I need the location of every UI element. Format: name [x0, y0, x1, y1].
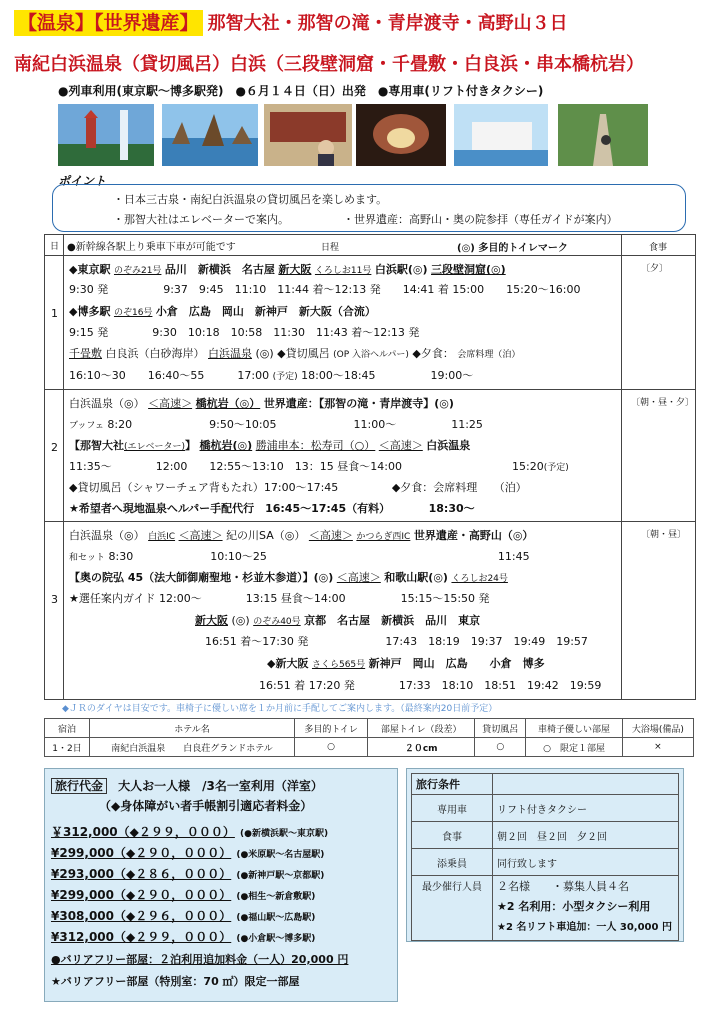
op-helper: (OP 入浴ヘルパー)	[333, 350, 409, 360]
times: 11:35〜 12:00 12:55〜13:10 13：15 昼食〜14:00 15:20	[69, 460, 544, 473]
buffet: ブッフェ	[69, 421, 104, 431]
price-label: 旅行代金	[51, 778, 107, 794]
price-row	[51, 884, 328, 905]
shin-osaka: 新大阪	[195, 614, 228, 627]
shirahama-onsen: 白浜温泉	[208, 347, 252, 360]
conditions-box	[406, 768, 684, 942]
day-2-row-6: ★希望者へ現地温泉ヘルパー手配代行 16:45〜17:45（有料） 18:30〜	[69, 502, 475, 515]
day-3-row-1	[69, 527, 533, 543]
price-list	[51, 821, 328, 947]
day-3-row-2	[69, 548, 530, 564]
day-3-number: 3	[51, 593, 58, 606]
day-2-row-4	[69, 458, 569, 474]
day-3-row-7	[267, 655, 545, 671]
kaiseki: 会席料理（泊）	[457, 350, 521, 360]
price-value: ￥312,000（◆２９９，０００）	[51, 825, 235, 839]
cond-value: 同行致します	[493, 849, 679, 876]
conditions-row	[412, 822, 679, 849]
shouzushi: 勝浦串本：松寿司（○）	[255, 439, 376, 452]
times: 8:20 9:50〜10:05 11:00〜 11:25	[107, 418, 483, 431]
hotel-cell: ２０cm	[368, 738, 475, 757]
price-value: ¥299,000（◆２９０，０００）	[51, 846, 232, 860]
hotel-table	[44, 718, 694, 757]
shirahama-onsen: 白浜温泉（◎）	[69, 529, 145, 542]
price-route: (●小倉駅〜博多駅)	[236, 934, 316, 944]
expressway: ＜高速＞	[178, 529, 223, 542]
dinner: ◆夕食：	[412, 347, 454, 360]
hotel-header: 車椅子優しい部屋	[526, 719, 622, 738]
train-kuroshio-11: くろしお11号	[314, 266, 372, 276]
price-discount-note: （◆身体障がい者手帳割引適応者料金）	[99, 799, 313, 813]
conditions-label: 旅行条件	[412, 774, 493, 795]
day-3-row-5	[195, 612, 480, 628]
cond-value: リフト付きタクシー	[493, 795, 679, 822]
cond-key: 専用車	[412, 795, 493, 822]
hotel-header: 宿泊	[45, 719, 90, 738]
dinner: ◆夕食：会席料理 （泊）	[391, 481, 527, 494]
price-value: ¥312,000（◆２９９，０００）	[51, 930, 232, 944]
day-2-row-5	[69, 479, 527, 495]
price-route: (●米原駅〜名古屋駅)	[236, 850, 325, 860]
japanese-set: 和セット	[69, 553, 106, 563]
expressway: ＜高速＞	[148, 397, 193, 410]
walkway-photo	[558, 104, 648, 166]
price-row	[51, 842, 328, 863]
stations: 品川 新横浜 名古屋	[164, 263, 275, 276]
day-2-row-3	[69, 437, 470, 453]
cond-value: ２名様 ・募集人員４名	[497, 880, 629, 893]
stations: 小倉 広島 岡山 新神戸 新大阪（合流）	[155, 305, 376, 318]
day-1-row-4: 9:15 発 9:30 10:18 10:58 11:30 11:43 着〜12:13 発	[69, 326, 420, 339]
shin-osaka: 新大阪	[278, 263, 312, 276]
day-3-row-8: 16:51 着 17:20 発 17:33 18:10 18:51 19:42 19:59	[259, 679, 602, 692]
cond-value-cell	[493, 876, 679, 941]
day-1-row-1	[69, 261, 506, 277]
barrier-free-fee: ●バリアフリー部屋：２泊利用追加料金（一人）20,000 円	[51, 953, 349, 966]
day-2-number: 2	[51, 441, 58, 454]
hotel-header-row	[45, 719, 694, 738]
cond-value: 朝２回 昼２回 夕２回	[493, 822, 679, 849]
sandanbeki-cave: 三段壁洞窟(◎)	[431, 263, 506, 276]
day-1-row-6	[69, 367, 473, 383]
price-box	[44, 768, 398, 1002]
header-schedule: 日程	[321, 243, 340, 253]
price-row	[51, 905, 328, 926]
conditions-row	[412, 876, 679, 941]
train-nozomi-16: のぞ16号	[113, 308, 153, 318]
toilet-mark: (◎)	[231, 614, 250, 627]
tour-title: 那智大社・那智の滝・青岸渡寺・高野山３日	[207, 13, 568, 34]
tentative: (予定)	[543, 463, 569, 473]
day-3-row-6: 16:51 着〜17:30 発 17:43 18:19 19:37 19:49 19:57	[205, 635, 588, 648]
times: 16:10〜30 16:40〜55 17:00	[69, 369, 270, 382]
hotel-photo	[454, 104, 548, 166]
pagoda-waterfall-photo	[58, 104, 154, 166]
stations: 京都 名古屋 新横浜 品川 東京	[304, 614, 481, 627]
shirahama-ic: 白浜IC	[148, 532, 176, 542]
category-tag: 【温泉】【世界遺産】	[14, 10, 203, 36]
cond-extra-2: ★2 名リフト車追加：一人 30,000 円	[497, 922, 672, 933]
day-1-number: 1	[51, 307, 58, 320]
price-route: (●新神戸駅〜京都駅)	[236, 871, 325, 881]
itinerary-table	[44, 234, 696, 700]
hotel-cell: 1・2日	[45, 738, 90, 757]
price-basis: 大人お一人様 /3名一室利用（洋室）	[118, 779, 323, 793]
hotel-cell: ○	[295, 738, 368, 757]
day-3-row-4: ★選任案内ガイド 12:00〜 13:15 昼食〜14:00 15:15〜15:50 発	[69, 592, 490, 605]
hashikuiiwa: 橋杭岩（◎）	[195, 397, 261, 410]
day-1-row-3	[69, 303, 376, 319]
day-1-meal: 〔夕〕	[641, 264, 669, 274]
point-item-2: ・那智大社はエレベーターで案内。	[113, 213, 289, 226]
hotel-cell: ×	[622, 738, 693, 757]
shirarahama: 白良浜（白砂海岸）	[105, 347, 205, 360]
train-nozomi-21: のぞみ21号	[113, 266, 162, 276]
elevator: (エレベーター)	[124, 442, 186, 452]
cond-key: 添乗員	[412, 849, 493, 876]
hotel-cell: ○	[475, 738, 526, 757]
expressway: ＜高速＞	[308, 529, 353, 542]
day-1-row-5	[69, 345, 520, 361]
departure-info: ●列車利用(東京駅〜博多駅発) ●６月１４日（日）出発 ●専用車(リフト付きタクシー)	[58, 84, 544, 98]
private-bath: ◆貸切風呂（シャワーチェア背もたれ）17:00〜17:45	[69, 481, 339, 494]
point-item-1: ・日本三古泉・南紀白浜温泉の貸切風呂を楽しめます。	[113, 193, 388, 206]
temple-photo	[264, 104, 352, 166]
price-heading	[51, 775, 323, 794]
hotel-cell: 南紀白浜温泉 白良荘グランドホテル	[90, 738, 295, 757]
conditions-row	[412, 774, 679, 795]
price-route: (●新横浜駅〜東京駅)	[239, 829, 329, 839]
private-bath: (◎) ◆貸切風呂	[255, 347, 330, 360]
stations: 新神戸 岡山 広島 小倉 博多	[368, 657, 545, 670]
train-kuroshio-24: くろしお24号	[451, 574, 508, 584]
price-row	[51, 821, 328, 842]
header-meal: 食事	[649, 243, 668, 253]
hashikuiiwa: 橋杭岩(◎)	[199, 439, 253, 452]
price-value: ¥293,000（◆２８６，０００）	[51, 867, 232, 881]
point-label: ポイント	[58, 174, 107, 188]
nachi-falls: 世界遺産：【那智の滝・青岸渡寺】(◎)	[263, 397, 454, 410]
day-2-meal: 〔朝・昼・夕〕	[631, 398, 695, 408]
hakata-station: ◆博多駅	[69, 305, 111, 318]
shirahama-onsen: 白浜温泉（◎）	[69, 397, 145, 410]
header-note: ●新幹線各駅上り乗車下車が可能です	[67, 242, 236, 253]
katsuragi-ic: かつらぎ西IC	[356, 532, 411, 542]
price-value: ¥299,000（◆２９０，０００）	[51, 888, 232, 902]
shirahama-station: 白浜駅(◎)	[374, 263, 428, 276]
hotel-header: 多目的トイレ	[295, 719, 368, 738]
conditions-row	[412, 795, 679, 822]
cond-extra-1: ★2 名利用：小型タクシー利用	[497, 900, 651, 913]
cond-key: 食事	[412, 822, 493, 849]
point-item-3: ・世界遺産：高野山・奥の院参拝（専任ガイドが案内）	[343, 213, 618, 226]
barrier-free-room: ★バリアフリー部屋（特別室：70 ㎡）限定一部屋	[51, 975, 300, 988]
price-row	[51, 926, 328, 947]
cond-key: 最少催行人員	[412, 876, 493, 941]
koyasan: 世界遺産・高野山（◎）	[413, 529, 534, 542]
tour-subtitle: 南紀白浜温泉（貸切風呂）白浜（三段壁洞窟・千畳敷・白良浜・串本橋杭岩）	[14, 54, 644, 75]
hotel-header: 貸切風呂	[475, 719, 526, 738]
rocky-coast-photo	[162, 104, 258, 166]
shirahama-onsen: 白浜温泉	[426, 439, 471, 452]
okunoin: 【奥の院弘 45（法大師御廟聖地・杉並木参道）】(◎)	[69, 571, 334, 584]
title-line-1	[14, 8, 568, 35]
price-route: (●相生〜新倉敷駅)	[236, 892, 316, 902]
day-1-row-2: 9:30 発 9:37 9:45 11:10 11:44 着〜12:13 発 14:41 着 15:00 15:20〜16:00	[69, 283, 581, 296]
train-sakura-565: さくら565号	[311, 660, 366, 670]
tokyo-station: ◆東京駅	[69, 263, 111, 276]
kinokawa-sa: 紀の川SA（◎）	[226, 529, 306, 542]
price-route: (●福山駅〜広島駅)	[236, 913, 316, 923]
senjojiki: 千畳敷	[69, 347, 102, 360]
conditions-row	[412, 849, 679, 876]
bracket: 】	[185, 439, 197, 452]
expressway: ＜高速＞	[378, 439, 423, 452]
point-box	[52, 184, 686, 232]
price-value: ¥308,000（◆２９６，０００）	[51, 909, 232, 923]
cave-photo	[356, 104, 446, 166]
header-day: 日	[50, 242, 60, 252]
wakayama-station: 和歌山駅(◎)	[384, 571, 448, 584]
day-3-meal: 〔朝・昼〕	[641, 530, 687, 540]
hotel-header: 部屋トイレ（段差）	[368, 719, 475, 738]
empty-cell	[493, 774, 679, 795]
day-2-row-2	[69, 416, 483, 432]
hotel-header: 大浴場(備品)	[622, 719, 693, 738]
day-2-row-1	[69, 395, 454, 411]
conditions-table	[411, 773, 679, 941]
jr-note: ◆ＪＲのダイヤは目安です。車椅子に優しい席を１か月前に手配してご案内します。（最終案内20日前予定）	[62, 704, 498, 714]
expressway: ＜高速＞	[336, 571, 381, 584]
times: 18:00〜18:45 19:00〜	[301, 369, 474, 382]
day-3-row-3	[69, 569, 508, 585]
train-nozomi-40: のぞみ40号	[253, 617, 301, 627]
header-toilet-mark: (◎) 多目的トイレマーク	[457, 243, 568, 254]
hotel-cell: ○ 限定１部屋	[526, 738, 622, 757]
hotel-row	[45, 738, 694, 757]
times: 8:30 10:10〜25 11:45	[108, 550, 530, 563]
tentative: (予定)	[272, 372, 298, 382]
hotel-header: ホテル名	[90, 719, 295, 738]
shin-osaka: ◆新大阪	[267, 657, 309, 670]
nachi-taisha: 【那智大社	[69, 439, 124, 452]
price-row	[51, 863, 328, 884]
